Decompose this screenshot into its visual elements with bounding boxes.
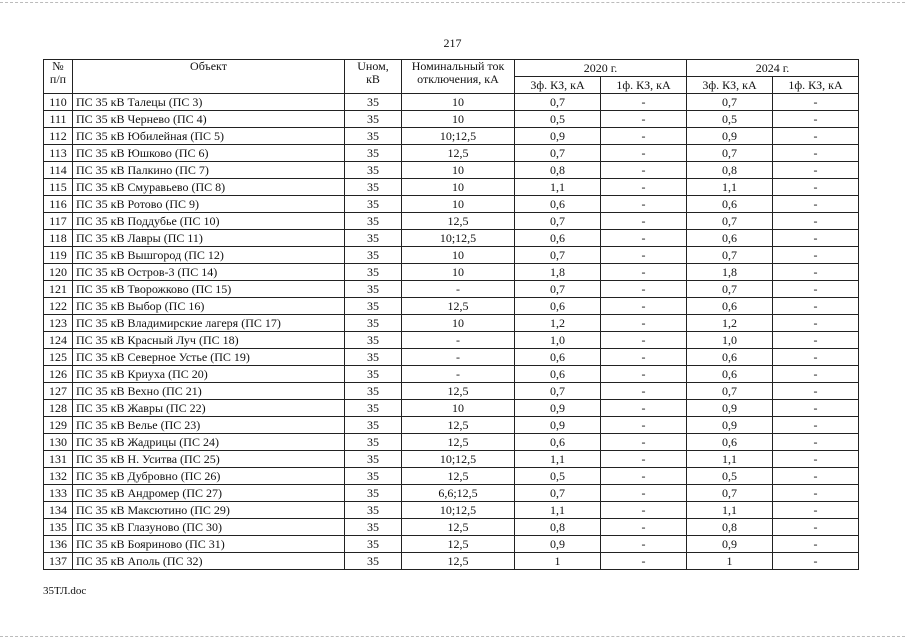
cell-kz3-2020: 0,8	[515, 519, 601, 536]
cell-number: 118	[44, 230, 73, 247]
cell-object: ПС 35 кВ Чернево (ПС 4)	[73, 111, 345, 128]
cell-kz3-2020: 0,6	[515, 196, 601, 213]
table-row	[44, 247, 859, 264]
cell-kz1-2024: -	[773, 468, 859, 485]
cell-kz3-2020: 1,1	[515, 179, 601, 196]
cell-kz3-2020: 0,7	[515, 94, 601, 111]
cell-kz1-2020: -	[601, 94, 687, 111]
cell-kz1-2024: -	[773, 128, 859, 145]
cell-unom: 35	[345, 553, 402, 570]
cell-kz3-2024: 0,7	[687, 247, 773, 264]
cell-kz3-2024: 0,6	[687, 298, 773, 315]
cell-kz3-2020: 1,1	[515, 451, 601, 468]
cell-unom: 35	[345, 366, 402, 383]
cell-kz3-2020: 0,7	[515, 485, 601, 502]
cell-unom: 35	[345, 502, 402, 519]
cell-kz1-2020: -	[601, 553, 687, 570]
cell-kz3-2024: 0,5	[687, 111, 773, 128]
cell-nominal-current: 12,5	[402, 298, 515, 315]
table-row	[44, 536, 859, 553]
cell-kz1-2024: -	[773, 281, 859, 298]
cell-object: ПС 35 кВ Юбилейная (ПС 5)	[73, 128, 345, 145]
cell-kz1-2024: -	[773, 111, 859, 128]
cell-object: ПС 35 кВ Дубровно (ПС 26)	[73, 468, 345, 485]
table-row	[44, 315, 859, 332]
cell-number: 132	[44, 468, 73, 485]
cell-number: 123	[44, 315, 73, 332]
cell-nominal-current: 10	[402, 247, 515, 264]
cell-kz1-2020: -	[601, 264, 687, 281]
cell-number: 129	[44, 417, 73, 434]
cell-nominal-current: 6,6;12,5	[402, 485, 515, 502]
header-year-2024: 2024 г.	[687, 60, 859, 77]
cell-kz1-2024: -	[773, 536, 859, 553]
table-row	[44, 468, 859, 485]
cell-kz3-2020: 0,9	[515, 417, 601, 434]
cell-unom: 35	[345, 383, 402, 400]
table-row	[44, 264, 859, 281]
cell-kz3-2024: 0,7	[687, 94, 773, 111]
page-number: 217	[443, 36, 462, 50]
cell-number: 124	[44, 332, 73, 349]
cell-kz3-2024: 0,6	[687, 349, 773, 366]
cell-kz1-2020: -	[601, 468, 687, 485]
cell-nominal-current: -	[402, 281, 515, 298]
cell-number: 126	[44, 366, 73, 383]
cell-unom: 35	[345, 536, 402, 553]
cell-unom: 35	[345, 264, 402, 281]
cell-kz3-2020: 0,7	[515, 247, 601, 264]
cell-kz1-2024: -	[773, 553, 859, 570]
header-kz3-2020: 3ф. КЗ, кА	[515, 77, 601, 94]
cell-number: 137	[44, 553, 73, 570]
header-nominal-current: Номинальный ток отключения, кА	[402, 60, 515, 94]
table-row	[44, 417, 859, 434]
table-row	[44, 553, 859, 570]
cell-kz3-2020: 0,6	[515, 349, 601, 366]
cell-nominal-current: -	[402, 366, 515, 383]
cell-nominal-current: 10	[402, 315, 515, 332]
cell-kz3-2024: 1,8	[687, 264, 773, 281]
cell-kz1-2020: -	[601, 281, 687, 298]
cell-number: 120	[44, 264, 73, 281]
cell-kz1-2024: -	[773, 94, 859, 111]
cell-kz1-2020: -	[601, 519, 687, 536]
cell-kz1-2020: -	[601, 485, 687, 502]
cell-kz3-2020: 0,9	[515, 400, 601, 417]
cell-object: ПС 35 кВ Максютино (ПС 29)	[73, 502, 345, 519]
cell-kz1-2024: -	[773, 298, 859, 315]
cell-number: 112	[44, 128, 73, 145]
cell-kz3-2024: 1,1	[687, 179, 773, 196]
cell-number: 114	[44, 162, 73, 179]
cell-unom: 35	[345, 315, 402, 332]
cell-object: ПС 35 кВ Вышгород (ПС 12)	[73, 247, 345, 264]
table-row	[44, 179, 859, 196]
cell-kz1-2020: -	[601, 400, 687, 417]
cell-kz3-2024: 1	[687, 553, 773, 570]
table-row	[44, 519, 859, 536]
cell-number: 127	[44, 383, 73, 400]
cell-number: 117	[44, 213, 73, 230]
cell-kz1-2024: -	[773, 383, 859, 400]
cell-kz1-2024: -	[773, 349, 859, 366]
cell-unom: 35	[345, 400, 402, 417]
cell-nominal-current: 10	[402, 162, 515, 179]
cell-unom: 35	[345, 434, 402, 451]
cell-kz3-2024: 0,7	[687, 281, 773, 298]
cell-kz1-2024: -	[773, 315, 859, 332]
cell-unom: 35	[345, 247, 402, 264]
cell-kz1-2020: -	[601, 230, 687, 247]
cell-number: 136	[44, 536, 73, 553]
cell-kz1-2024: -	[773, 434, 859, 451]
cell-kz1-2020: -	[601, 332, 687, 349]
cell-kz3-2024: 0,6	[687, 434, 773, 451]
cell-number: 110	[44, 94, 73, 111]
cell-kz1-2020: -	[601, 349, 687, 366]
cell-kz3-2024: 0,7	[687, 485, 773, 502]
cell-kz3-2020: 0,6	[515, 366, 601, 383]
cell-kz3-2024: 0,6	[687, 230, 773, 247]
cell-kz3-2024: 0,9	[687, 536, 773, 553]
cell-object: ПС 35 кВ Вехно (ПС 21)	[73, 383, 345, 400]
cell-kz3-2024: 0,9	[687, 417, 773, 434]
cell-object: ПС 35 кВ Юшково (ПС 6)	[73, 145, 345, 162]
cell-kz1-2020: -	[601, 383, 687, 400]
cell-object: ПС 35 кВ Ротово (ПС 9)	[73, 196, 345, 213]
cell-unom: 35	[345, 417, 402, 434]
cell-object: ПС 35 кВ Северное Устье (ПС 19)	[73, 349, 345, 366]
cell-kz1-2020: -	[601, 128, 687, 145]
cell-kz1-2020: -	[601, 417, 687, 434]
cell-object: ПС 35 кВ Глазуново (ПС 30)	[73, 519, 345, 536]
cell-unom: 35	[345, 349, 402, 366]
cell-nominal-current: -	[402, 332, 515, 349]
header-unom: Uном, кВ	[345, 60, 402, 94]
table-body	[44, 94, 859, 570]
table-row	[44, 162, 859, 179]
cell-unom: 35	[345, 179, 402, 196]
cell-nominal-current: 12,5	[402, 383, 515, 400]
scan-border-top	[0, 2, 905, 3]
cell-unom: 35	[345, 213, 402, 230]
cell-unom: 35	[345, 451, 402, 468]
cell-kz3-2024: 0,5	[687, 468, 773, 485]
cell-kz1-2020: -	[601, 536, 687, 553]
cell-kz3-2024: 0,8	[687, 162, 773, 179]
table-row	[44, 111, 859, 128]
cell-nominal-current: 10	[402, 94, 515, 111]
cell-kz1-2024: -	[773, 247, 859, 264]
table-row	[44, 128, 859, 145]
cell-object: ПС 35 кВ Выбор (ПС 16)	[73, 298, 345, 315]
cell-object: ПС 35 кВ Смуравьево (ПС 8)	[73, 179, 345, 196]
cell-number: 115	[44, 179, 73, 196]
cell-kz1-2024: -	[773, 230, 859, 247]
cell-object: ПС 35 кВ Красный Луч (ПС 18)	[73, 332, 345, 349]
cell-object: ПС 35 кВ Владимирские лагеря (ПС 17)	[73, 315, 345, 332]
cell-number: 135	[44, 519, 73, 536]
cell-kz3-2024: 0,7	[687, 213, 773, 230]
cell-kz3-2020: 1,8	[515, 264, 601, 281]
cell-kz1-2020: -	[601, 162, 687, 179]
cell-unom: 35	[345, 519, 402, 536]
cell-kz1-2024: -	[773, 196, 859, 213]
cell-nominal-current: 12,5	[402, 468, 515, 485]
cell-kz1-2024: -	[773, 400, 859, 417]
cell-kz1-2020: -	[601, 196, 687, 213]
cell-object: ПС 35 кВ Поддубье (ПС 10)	[73, 213, 345, 230]
cell-kz1-2020: -	[601, 434, 687, 451]
cell-kz1-2020: -	[601, 145, 687, 162]
cell-number: 131	[44, 451, 73, 468]
cell-kz3-2024: 1,0	[687, 332, 773, 349]
cell-kz3-2024: 1,2	[687, 315, 773, 332]
cell-kz1-2024: -	[773, 213, 859, 230]
cell-kz1-2020: -	[601, 315, 687, 332]
header-kz3-2024: 3ф. КЗ, кА	[687, 77, 773, 94]
cell-kz1-2024: -	[773, 451, 859, 468]
cell-kz3-2024: 0,8	[687, 519, 773, 536]
cell-unom: 35	[345, 485, 402, 502]
cell-nominal-current: 10;12,5	[402, 128, 515, 145]
table-row	[44, 502, 859, 519]
cell-nominal-current: -	[402, 349, 515, 366]
table-row	[44, 383, 859, 400]
cell-unom: 35	[345, 162, 402, 179]
cell-number: 116	[44, 196, 73, 213]
cell-kz3-2020: 1,2	[515, 315, 601, 332]
cell-object: ПС 35 кВ Творожково (ПС 15)	[73, 281, 345, 298]
table-row	[44, 145, 859, 162]
table-row	[44, 400, 859, 417]
cell-kz1-2020: -	[601, 451, 687, 468]
cell-nominal-current: 12,5	[402, 536, 515, 553]
table-row	[44, 281, 859, 298]
table-row	[44, 485, 859, 502]
cell-number: 134	[44, 502, 73, 519]
cell-kz3-2024: 1,1	[687, 502, 773, 519]
cell-kz1-2024: -	[773, 485, 859, 502]
cell-number: 130	[44, 434, 73, 451]
table-row	[44, 434, 859, 451]
table-row	[44, 451, 859, 468]
cell-kz3-2020: 0,7	[515, 281, 601, 298]
cell-unom: 35	[345, 145, 402, 162]
cell-kz1-2024: -	[773, 264, 859, 281]
cell-object: ПС 35 кВ Бояриново (ПС 31)	[73, 536, 345, 553]
cell-kz3-2024: 0,7	[687, 383, 773, 400]
cell-kz1-2024: -	[773, 366, 859, 383]
table-row	[44, 332, 859, 349]
cell-kz3-2020: 0,7	[515, 145, 601, 162]
cell-kz1-2024: -	[773, 502, 859, 519]
cell-kz1-2024: -	[773, 417, 859, 434]
cell-kz3-2024: 0,6	[687, 196, 773, 213]
cell-kz3-2020: 0,5	[515, 111, 601, 128]
cell-number: 113	[44, 145, 73, 162]
cell-kz1-2020: -	[601, 298, 687, 315]
cell-unom: 35	[345, 196, 402, 213]
cell-number: 111	[44, 111, 73, 128]
cell-object: ПС 35 кВ Аполь (ПС 32)	[73, 553, 345, 570]
footer-filename: 35ТЛ.doc	[43, 585, 87, 597]
cell-nominal-current: 10	[402, 111, 515, 128]
header-number: № п/п	[44, 60, 73, 94]
cell-kz3-2020: 0,7	[515, 383, 601, 400]
table-row	[44, 349, 859, 366]
cell-object: ПС 35 кВ Лавры (ПС 11)	[73, 230, 345, 247]
cell-kz1-2020: -	[601, 111, 687, 128]
cell-unom: 35	[345, 128, 402, 145]
cell-kz3-2020: 0,9	[515, 536, 601, 553]
cell-kz3-2020: 0,9	[515, 128, 601, 145]
cell-number: 119	[44, 247, 73, 264]
cell-nominal-current: 10;12,5	[402, 230, 515, 247]
cell-kz1-2020: -	[601, 179, 687, 196]
cell-number: 121	[44, 281, 73, 298]
cell-unom: 35	[345, 298, 402, 315]
cell-unom: 35	[345, 111, 402, 128]
header-object: Объект	[73, 60, 345, 94]
cell-nominal-current: 12,5	[402, 553, 515, 570]
cell-kz3-2020: 0,6	[515, 434, 601, 451]
cell-kz3-2020: 1,0	[515, 332, 601, 349]
cell-object: ПС 35 кВ Остров-3 (ПС 14)	[73, 264, 345, 281]
cell-kz1-2024: -	[773, 162, 859, 179]
cell-nominal-current: 10	[402, 264, 515, 281]
header-year-2020: 2020 г.	[515, 60, 687, 77]
table-row	[44, 94, 859, 111]
table-row	[44, 213, 859, 230]
cell-unom: 35	[345, 281, 402, 298]
cell-nominal-current: 10	[402, 196, 515, 213]
short-circuit-table	[43, 59, 859, 570]
table-row	[44, 196, 859, 213]
cell-nominal-current: 12,5	[402, 417, 515, 434]
cell-kz3-2020: 0,5	[515, 468, 601, 485]
cell-nominal-current: 12,5	[402, 519, 515, 536]
cell-kz1-2020: -	[601, 213, 687, 230]
cell-kz3-2020: 0,8	[515, 162, 601, 179]
cell-kz3-2024: 0,7	[687, 145, 773, 162]
cell-kz1-2024: -	[773, 332, 859, 349]
cell-kz3-2024: 1,1	[687, 451, 773, 468]
table-row	[44, 366, 859, 383]
cell-kz1-2024: -	[773, 179, 859, 196]
cell-nominal-current: 10	[402, 179, 515, 196]
cell-object: ПС 35 кВ Жавры (ПС 22)	[73, 400, 345, 417]
table-row	[44, 230, 859, 247]
cell-kz3-2020: 0,6	[515, 298, 601, 315]
cell-kz1-2024: -	[773, 145, 859, 162]
cell-kz3-2020: 0,6	[515, 230, 601, 247]
cell-object: ПС 35 кВ Палкино (ПС 7)	[73, 162, 345, 179]
cell-nominal-current: 12,5	[402, 213, 515, 230]
cell-object: ПС 35 кВ Талецы (ПС 3)	[73, 94, 345, 111]
cell-unom: 35	[345, 468, 402, 485]
cell-object: ПС 35 кВ Велье (ПС 23)	[73, 417, 345, 434]
cell-kz3-2024: 0,6	[687, 366, 773, 383]
cell-object: ПС 35 кВ Жадрицы (ПС 24)	[73, 434, 345, 451]
cell-kz1-2020: -	[601, 247, 687, 264]
cell-number: 128	[44, 400, 73, 417]
cell-number: 122	[44, 298, 73, 315]
header-kz1-2024: 1ф. КЗ, кА	[773, 77, 859, 94]
cell-nominal-current: 10;12,5	[402, 502, 515, 519]
cell-nominal-current: 10;12,5	[402, 451, 515, 468]
cell-nominal-current: 10	[402, 400, 515, 417]
scan-border-bottom	[0, 636, 905, 637]
cell-kz1-2024: -	[773, 519, 859, 536]
table-row	[44, 298, 859, 315]
cell-kz3-2020: 1,1	[515, 502, 601, 519]
cell-kz3-2024: 0,9	[687, 128, 773, 145]
cell-unom: 35	[345, 94, 402, 111]
cell-object: ПС 35 кВ Криуха (ПС 20)	[73, 366, 345, 383]
cell-kz3-2020: 1	[515, 553, 601, 570]
cell-object: ПС 35 кВ Н. Уситва (ПС 25)	[73, 451, 345, 468]
cell-number: 133	[44, 485, 73, 502]
cell-kz3-2024: 0,9	[687, 400, 773, 417]
cell-nominal-current: 12,5	[402, 434, 515, 451]
header-kz1-2020: 1ф. КЗ, кА	[601, 77, 687, 94]
cell-unom: 35	[345, 332, 402, 349]
cell-object: ПС 35 кВ Андромер (ПС 27)	[73, 485, 345, 502]
cell-kz1-2020: -	[601, 502, 687, 519]
cell-kz3-2020: 0,7	[515, 213, 601, 230]
cell-unom: 35	[345, 230, 402, 247]
cell-number: 125	[44, 349, 73, 366]
cell-nominal-current: 12,5	[402, 145, 515, 162]
cell-kz1-2020: -	[601, 366, 687, 383]
